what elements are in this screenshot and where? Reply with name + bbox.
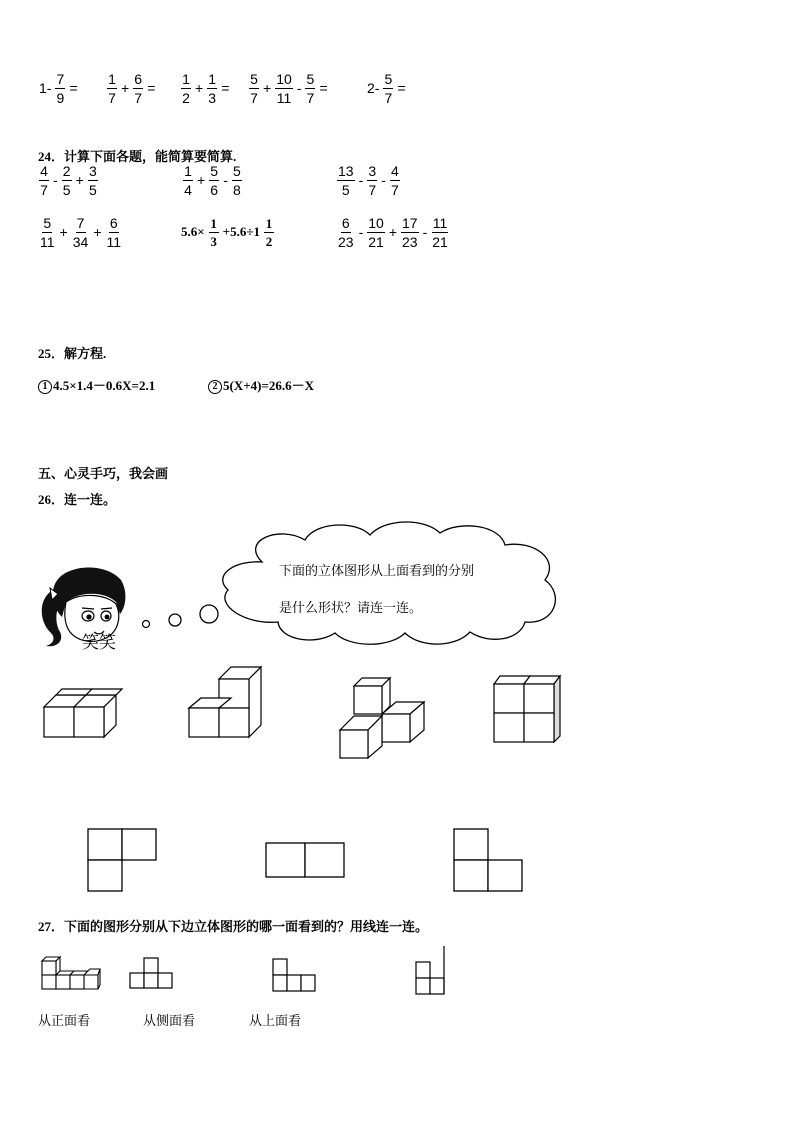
girl-caption: 笑笑 [82, 633, 116, 653]
denominator: 7 [368, 181, 377, 198]
operator-text: - [296, 80, 302, 96]
q24-title: 24．计算下面各题，能简算要简算. [38, 149, 237, 164]
operator-text: = [69, 80, 78, 96]
numerator: 1 [108, 70, 116, 87]
numerator: 1 [182, 70, 190, 87]
q26-shape-3 [453, 829, 525, 893]
numerator: 1 [210, 215, 217, 231]
denominator: 23 [402, 233, 418, 250]
denominator: 7 [250, 89, 258, 106]
section5-title: 五、心灵手巧，我会画 [38, 466, 169, 481]
operator-text: + [195, 80, 204, 96]
denominator: 8 [232, 181, 241, 198]
operator-text: + [75, 172, 84, 188]
operator-text: - [358, 172, 364, 188]
operator-text: + [93, 224, 102, 240]
denominator: 21 [368, 233, 384, 250]
operator-text: +5.6÷1 [222, 224, 260, 239]
operator-text: + [388, 224, 398, 240]
circle-number-2: 2 [208, 380, 222, 394]
operator-text: 5.6× [181, 224, 205, 239]
denominator: 11 [40, 233, 55, 250]
denominator: 7 [40, 181, 48, 198]
operator-text: - [381, 172, 386, 188]
denominator: 2 [265, 233, 273, 249]
numerator: 17 [402, 214, 418, 231]
denominator: 34 [72, 233, 89, 250]
numerator: 4 [391, 162, 399, 179]
operator-text: = [319, 80, 328, 96]
q27-title: 27．下面的图形分别从下边立体图形的哪一面看到的？用线连一连。 [38, 919, 429, 934]
numerator: 7 [76, 214, 85, 231]
equation-1-text: 4.5×1.4－0.6X=2.1 [53, 378, 156, 393]
numerator: 11 [432, 214, 448, 231]
q26-figure-4 [492, 674, 572, 746]
numerator: 2 [62, 162, 71, 179]
denominator: 2 [182, 89, 190, 106]
operator-text: 2- [367, 80, 380, 96]
denominator: 7 [134, 89, 143, 106]
denominator: 3 [208, 89, 217, 106]
q27-view-side [129, 957, 177, 993]
operator-text: - [53, 172, 58, 188]
numerator: 6 [341, 214, 350, 231]
denominator: 9 [56, 89, 65, 106]
denominator: 11 [276, 89, 292, 106]
numerator: 1 [265, 215, 273, 231]
numerator: 1 [208, 70, 217, 87]
denominator: 3 [210, 233, 217, 249]
denominator: 6 [210, 181, 219, 198]
numerator: 3 [88, 162, 97, 179]
denominator: 5 [88, 181, 97, 198]
circle-number-1: 1 [38, 380, 52, 394]
q27-figure-3d [40, 951, 102, 993]
operator-text: = [221, 80, 230, 96]
numerator: 5 [250, 70, 258, 87]
cloud-text-line1: 下面的立体图形从上面看到的分别 [279, 564, 475, 579]
numerator: 13 [338, 162, 354, 179]
denominator: 4 [184, 181, 192, 198]
numerator: 5 [43, 214, 52, 231]
denominator: 11 [106, 233, 122, 250]
denominator: 5 [341, 181, 350, 198]
operator-text: = [147, 80, 156, 96]
numerator: 3 [368, 162, 377, 179]
q26-shape-2 [266, 843, 348, 879]
numerator: 5 [232, 162, 241, 179]
operator-text: 1- [39, 80, 52, 96]
numerator: 7 [56, 70, 65, 87]
cloud-text-line2: 是什么形状？请连一连。 [279, 601, 423, 616]
denominator: 7 [391, 181, 399, 198]
denominator: 23 [338, 233, 354, 250]
operator-text: - [358, 224, 364, 240]
denominator: 21 [432, 233, 448, 250]
numerator: 5 [306, 70, 315, 87]
numerator: 10 [368, 214, 384, 231]
operator-text: = [397, 80, 406, 96]
q25-title: 25．解方程. [38, 346, 107, 361]
numerator: 10 [276, 70, 292, 87]
q26-title: 26．连一连。 [38, 492, 117, 507]
operator-text: + [59, 224, 68, 240]
q27-view-front [414, 944, 450, 996]
numerator: 5 [384, 70, 393, 87]
q27-view-top [272, 958, 320, 994]
operator-text: + [121, 80, 130, 96]
equation-2-text: 5(X+4)=26.6－X [223, 378, 315, 393]
numerator: 6 [134, 70, 143, 87]
numerator: 1 [184, 162, 192, 179]
q27-label-top: 从上面看 [249, 1014, 302, 1029]
denominator: 7 [108, 89, 116, 106]
operator-text: + [263, 80, 272, 96]
q27-label-side: 从侧面看 [143, 1014, 196, 1029]
operator-text: + [197, 172, 206, 188]
q26-figure-3 [338, 676, 433, 761]
denominator: 7 [306, 89, 315, 106]
denominator: 5 [62, 181, 71, 198]
operator-text: - [223, 172, 228, 188]
numerator: 6 [109, 214, 118, 231]
numerator: 4 [40, 162, 48, 179]
operator-text: - [422, 224, 428, 240]
numerator: 5 [210, 162, 219, 179]
denominator: 7 [384, 89, 393, 106]
q26-figure-1 [44, 683, 134, 743]
q26-figure-2 [189, 665, 269, 740]
q27-label-front: 从正面看 [38, 1014, 91, 1029]
q26-shape-1 [88, 829, 158, 893]
